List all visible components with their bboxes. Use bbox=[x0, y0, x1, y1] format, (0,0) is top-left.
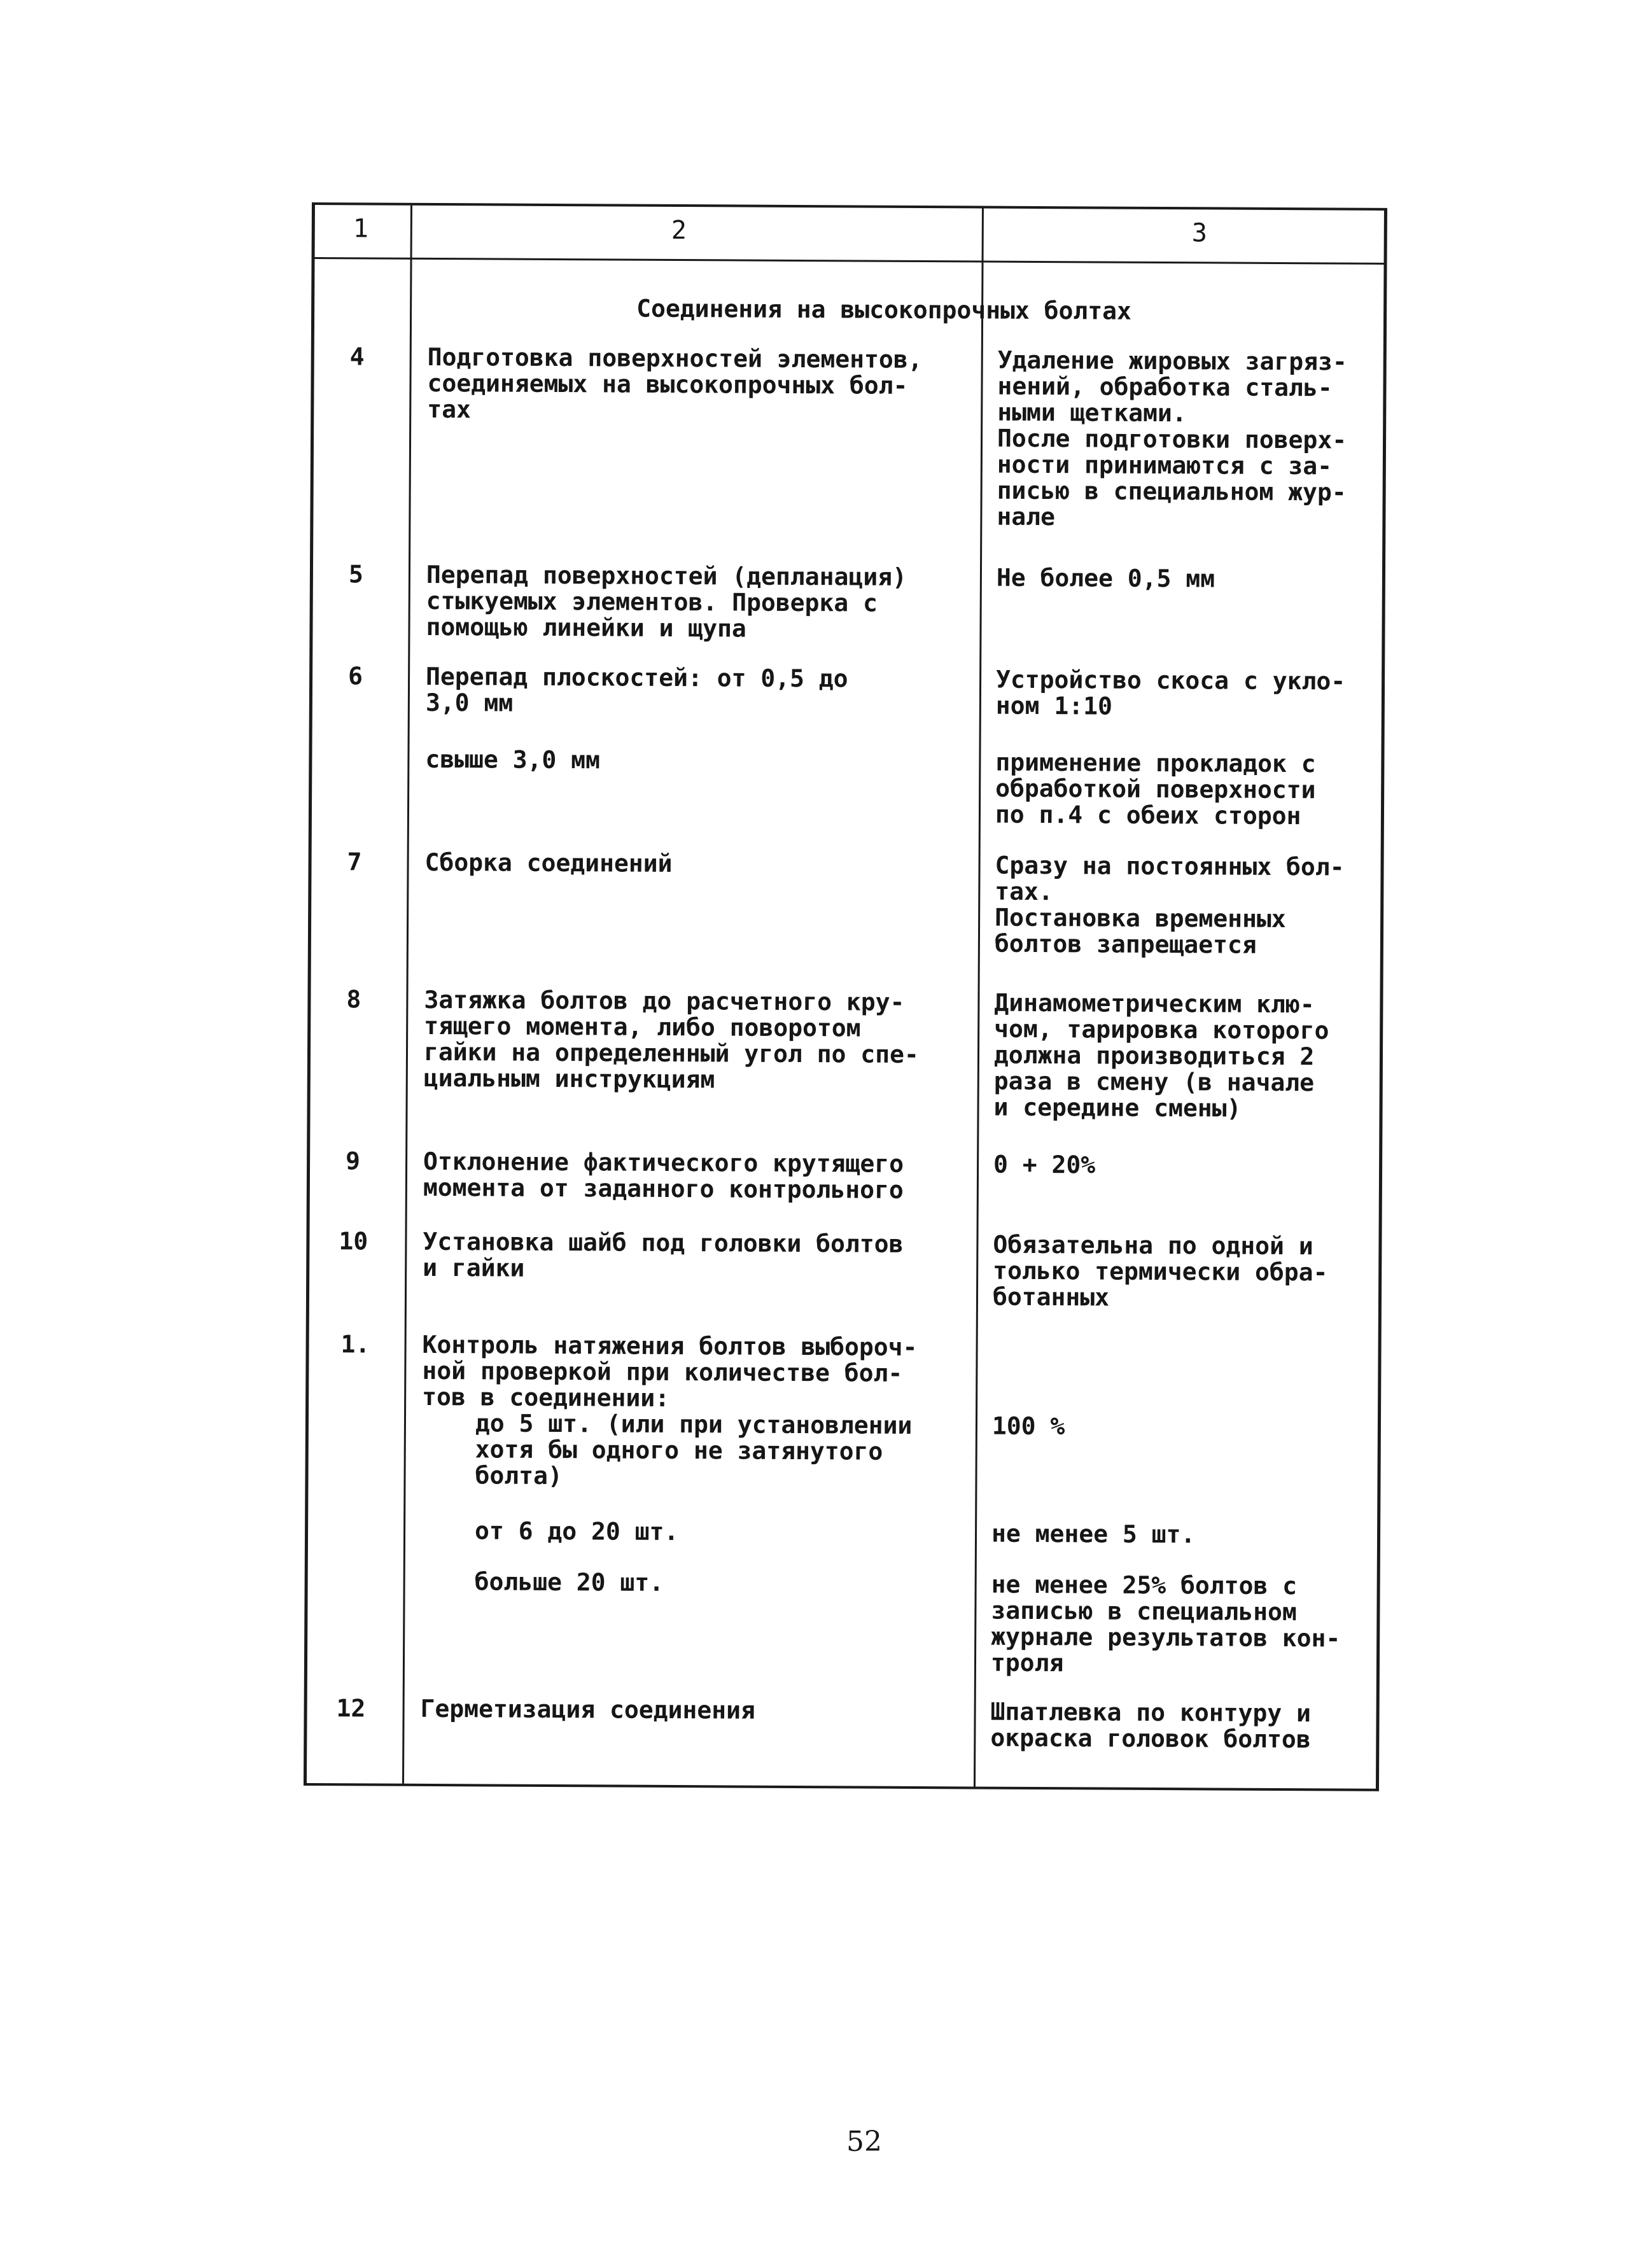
row-description: больше 20 шт. bbox=[474, 1567, 664, 1597]
row-requirement: Не более 0,5 мм bbox=[996, 563, 1215, 593]
row-description: от 6 до 20 шт. bbox=[474, 1516, 679, 1546]
row-description: Перепад поверхностей (депланация) стыкуемых элементов. Проверка с помощью линейки и щупа bbox=[426, 560, 907, 643]
row-description: до 5 шт. (или при установлении хотя бы одного не затянутого болта) bbox=[475, 1409, 913, 1490]
row-number: 4 bbox=[349, 342, 365, 371]
row-number: 8 bbox=[346, 985, 361, 1014]
row-number: 12 bbox=[336, 1694, 366, 1723]
row-requirement: Устройство скоса с укло- ном 1:10 bbox=[995, 665, 1346, 720]
row-requirement: Шпатлевка по контуру и окраска головок болтов bbox=[990, 1697, 1312, 1754]
row-description: Сборка соединений bbox=[424, 848, 673, 878]
row-requirement: применение прокладок с обработкой поверхности по п.4 с обеих сторон bbox=[995, 748, 1316, 830]
row-number: 9 bbox=[345, 1147, 361, 1175]
row-number: 1. bbox=[340, 1330, 370, 1359]
requirements-table bbox=[304, 202, 1387, 1791]
row-requirement: 100 % bbox=[991, 1411, 1065, 1441]
row-number: 6 bbox=[347, 662, 363, 690]
row-description: Установка шайб под головки болтов и гайки bbox=[423, 1227, 904, 1282]
row-description: Контроль натяжения болтов выбороч- ной проверкой при количестве бол- тов в соединении: bbox=[422, 1330, 918, 1412]
row-requirement: не менее 25% болтов с записью в специальном журнале результатов кон- троля bbox=[990, 1570, 1341, 1677]
row-requirement: Динамометрическим клю- чом, тарировка которого должна производиться 2 раза в смену (в начале и середине смены) bbox=[993, 988, 1329, 1123]
row-number: 7 bbox=[347, 848, 362, 876]
header-col-3: 3 bbox=[1191, 218, 1207, 248]
row-description: Отклонение фактического крутящего момента от заданного контрольного bbox=[423, 1147, 904, 1204]
header-divider bbox=[315, 257, 1384, 265]
row-requirement: не менее 5 шт. bbox=[991, 1519, 1196, 1549]
row-requirement: Обязательна по одной и только термически обра- ботанных bbox=[992, 1230, 1328, 1312]
header-col-1: 1 bbox=[353, 214, 368, 244]
row-description: Перепад плоскостей: от 0,5 до 3,0 мм bbox=[425, 662, 848, 717]
column-divider bbox=[402, 206, 412, 1784]
row-requirement: 0 + 20% bbox=[993, 1150, 1096, 1179]
row-number: 5 bbox=[348, 560, 363, 589]
column-divider bbox=[974, 209, 984, 1787]
row-number: 10 bbox=[339, 1227, 368, 1256]
section-title: Соединения на высокопрочных болтах bbox=[636, 294, 1132, 325]
row-requirement: Удаление жировых загряз- нений, обработка сталь- ными щетками. После подготовки поверх- ности принимаются с за- писью в специальном жур- нале bbox=[997, 346, 1347, 531]
header-col-2: 2 bbox=[671, 215, 687, 246]
row-description: Герметизация соединения bbox=[420, 1694, 755, 1725]
row-description: Затяжка болтов до расчетного кру- тящего момента, либо поворотом гайки на определенный угол по спе- циальным инструкциям bbox=[423, 985, 919, 1094]
page-number: 52 bbox=[846, 2125, 882, 2158]
row-requirement: Сразу на постоянных бол- тах. Постановка временных болтов запрещается bbox=[994, 851, 1345, 959]
row-description: Подготовка поверхностей элементов, соединяемых на высокопрочных бол- тах bbox=[427, 342, 923, 424]
row-description: свыше 3,0 мм bbox=[425, 745, 601, 774]
